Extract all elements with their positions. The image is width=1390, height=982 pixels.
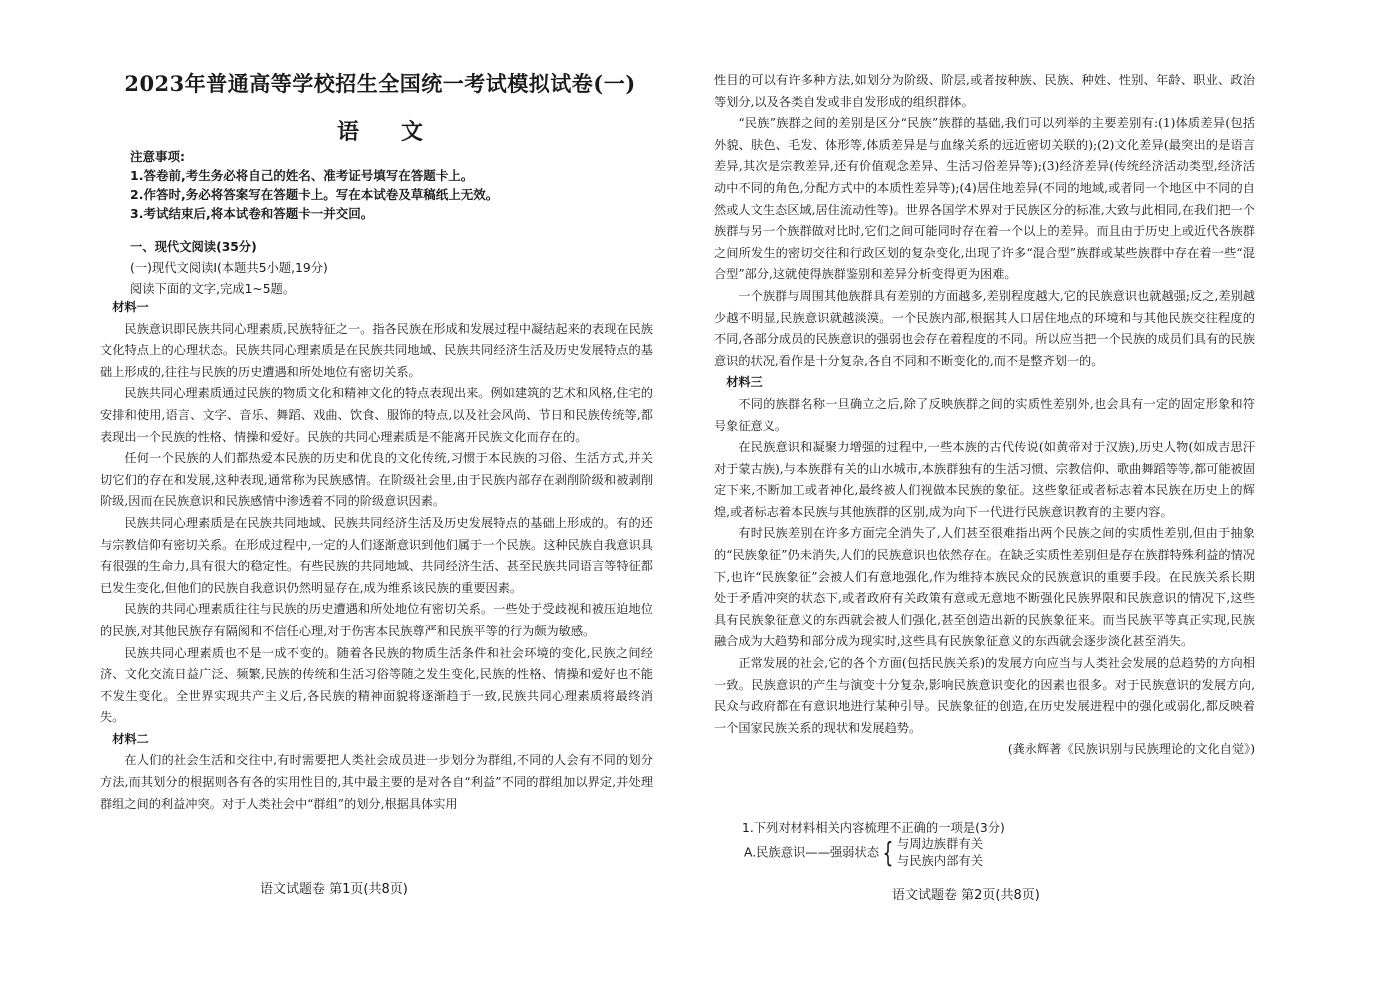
paragraph: 民族共同心理素质也不是一成不变的。随着各民族的物质生活条件和社会环境的变化,民族之间经济、文化交流日益广泛、频繁,民族的传统和生活习俗等随之发生变化,民族的性格、情操和爱好也不能不发生变化。全世界实现共产主义后,各民族的精神面貌将逐渐趋于一致,民族共同心理素质将最终消失。 bbox=[100, 645, 653, 725]
material-1-body bbox=[100, 297, 653, 815]
paragraph: “民族”族群之间的差别是区分“民族”族群的基础,我们可以列举的主要差别有:(1)体质差异(包括外貌、肤色、毛发、体形等,体质差异是与血缘关系的远近密切关联的);(2)文化差异(最突出的是语言差异,其次是宗教差异,还有价值观念差异、生活习俗差异等);(3)经济差异(传统经济活动类型,经济活动中不同的角色,分配方式中的本质性差异等);(4)居住地差异(不同的地域,或者同一个地区中不同的自然或人文生态区域,居住流动性等)。世界各国学术界对于民族区分的标准,大致与此相同,在我们把一个族群与另一个族群做对比时,它们之间可能同时存在着一个以上的差异。而且由于历史上或近代各族群之间所发生的密切交往和行政区划的复杂变化,出现了许多“混合型”族群或某些族群中存在着一些“混合型”部分,这就使得族群鉴别和差异分析变得更为困难。 bbox=[714, 116, 1255, 282]
paragraph: 民族意识即民族共同心理素质,民族特征之一。指各民族在形成和发展过程中凝结起来的表现在民族文化特点上的心理状态。民族共同心理素质是在民族共同地域、民族共同经济生活及历史发展特点的基础上形成的,往往与民族的历史遭遇和所处地位有密切关系。 bbox=[100, 321, 653, 379]
notes-item: 3.考试结束后,将本试卷和答题卡一并交回。 bbox=[130, 206, 374, 221]
page-footer: 语文试题卷 第1页(共8页) bbox=[260, 882, 408, 897]
paragraph: 一个族群与周围其他族群具有差别的方面越多,差别程度越大,它的民族意识也就越强;反之,差别越少越不明显,民族意识就越淡漠。一个民族内部,根据其人口居住地点的环境和与其他民族交往程度的不同,各部分成员的民族意识的强弱也会存在着程度的不同。所以应当把一个民族的成员们具有的民族意识的状况,看作是十分复杂,各自不同和不断变化的,而不是整齐划一的。 bbox=[714, 288, 1255, 368]
paragraph: 在人们的社会生活和交往中,有时需要把人类社会成员进一步划分为群组,不同的人会有不同的划分方法,而其划分的根据则各有各的实用性目的,其中最主要的是对各自“利益”不同的群组加以界定,并处理群组之间的利益冲突。对于人类社会中“群组”的划分,根据具体实用 bbox=[100, 753, 653, 811]
exam-notes bbox=[130, 147, 650, 223]
material-2-heading: 材料二 bbox=[112, 731, 149, 746]
notes-item: 1.答卷前,考生务必将自己的姓名、准考证号填写在答题卡上。 bbox=[130, 168, 474, 183]
paragraph: 不同的族群名称一旦确立之后,除了反映族群之间的实质性差别外,也会具有一定的固定形象和符号象征意义。 bbox=[714, 396, 1255, 433]
source-citation: (龚永辉著《民族识别与民族理论的文化自觉》) bbox=[1007, 742, 1255, 757]
material-1-heading: 材料一 bbox=[112, 300, 149, 314]
material-3-heading: 材料三 bbox=[726, 375, 763, 390]
material-2-continued bbox=[714, 70, 1255, 761]
paragraph: 有时民族差别在许多方面完全消失了,人们甚至很难指出两个民族之间的实质性差别,但由于抽象的“民族象征”仍未消失,人们的民族意识也依然存在。在缺乏实质性差别但是存在族群特殊利益的情况下,也许“民族象征”会被人们有意地强化,作为维持本族民众的民族意识的重要手段。在民族关系长期处于矛盾冲突的状态下,或者政府有关政策有意或无意地不断强化民族界限和民族意识的情况下,这些具有民族象征意义的东西就会被人们强化,甚至创造出新的民族象征来。而当民族平等真正实现,民族融合成为大趋势和部分成为现实时,这些具有民族象征意义的东西就会逐步淡化甚至消失。 bbox=[714, 526, 1255, 649]
question-1-stem: 1.下列对材料相关内容梳理不正确的一项是(3分) bbox=[742, 821, 1005, 835]
question-1-option-a bbox=[744, 836, 983, 870]
section-heading: 一、现代文阅读(35分) bbox=[130, 240, 257, 254]
paragraph: 性目的可以有许多种方法,如划分为阶级、阶层,或者按种族、民族、种姓、性别、年龄、职业、政治等划分,以及各类自发或非自发形成的组织群体。 bbox=[714, 73, 1255, 109]
paragraph: 任何一个民族的人们都热爱本民族的历史和优良的文化传统,习惯于本民族的习俗、生活方式,并关切它们的存在和发展,这种表现,通常称为民族感情。在阶级社会里,由于民族内部存在剥削阶级和被剥削阶级,因而在民族意识和民族感情中渗透着不同的阶级意识因素。 bbox=[100, 451, 653, 509]
notes-heading: 注意事项: bbox=[130, 149, 185, 164]
option-a-items bbox=[897, 836, 983, 870]
subject-title: 语文 bbox=[336, 119, 465, 145]
brace-icon: { bbox=[882, 836, 894, 869]
exam-title: 2023年普通高等学校招生全国统一考试模拟试卷(一) bbox=[124, 71, 636, 96]
subsection-heading: (一)现代文阅读Ⅰ(本题共5小题,19分) bbox=[130, 261, 328, 275]
option-a-item: 与周边族群有关 bbox=[896, 837, 983, 851]
paragraph: 在民族意识和凝聚力增强的过程中,一些本族的古代传说(如黄帝对于汉族),历史人物(如成吉思汗对于蒙古族),与本族群有关的山水城市,本族群独有的生活习惯、宗教信仰、歌曲舞蹈等等,都可能被固定下来,不断加工或者神化,最终被人们视做本民族的象征。这些象征或者标志着本民族在历史上的辉煌,或者标志着本民族与其他族群的区别,成为向下一代进行民族意识教育的主要内容。 bbox=[714, 440, 1255, 519]
notes-item: 2.作答时,务必将答案写在答题卡上。写在本试卷及草稿纸上无效。 bbox=[130, 187, 499, 202]
reading-instruction: 阅读下面的文字,完成1~5题。 bbox=[130, 282, 296, 296]
paragraph: 民族的共同心理素质往往与民族的历史遭遇和所处地位有密切关系。一些处于受歧视和被压迫地位的民族,对其他民族存有隔阂和不信任心理,对于伤害本民族尊严和民族平等的行为颇为敏感。 bbox=[100, 602, 653, 638]
option-a-item: 与民族内部有关 bbox=[896, 854, 983, 868]
page-footer: 语文试题卷 第2页(共8页) bbox=[892, 888, 1040, 903]
paragraph: 民族共同心理素质通过民族的物质文化和精神文化的特点表现出来。例如建筑的艺术和风格,住宅的安排和使用,语言、文字、音乐、舞蹈、戏曲、饮食、服饰的特点,以及社会风尚、节日和民族传统等,都表现出一个民族的性格、情操和爱好。民族的共同心理素质是不能离开民族文化而存在的。 bbox=[100, 386, 653, 444]
option-a-label: A.民族意识——强弱状态 bbox=[744, 845, 880, 860]
paragraph: 正常发展的社会,它的各个方面(包括民族关系)的发展方向应当与人类社会发展的总趋势的方向相一致。民族意识的产生与演变十分复杂,影响民族意识变化的因素也很多。对于民族意识的发展方向,民众与政府都在有意识地进行某种引导。民族象征的创造,在历史发展进程中的强化或弱化,都反映着一个国家民族关系的现状和发展趋势。 bbox=[714, 656, 1255, 735]
paragraph: 民族共同心理素质是在民族共同地域、民族共同经济生活及历史发展特点的基础上形成的。有的还与宗教信仰有密切关系。在形成过程中,一定的人们逐渐意识到他们属于一个民族。这种民族自我意识具有很强的生命力,具有很大的稳定性。有些民族的共同地域、共同经济生活、甚至民族共同语言等特征都已发生变化,但他们的民族自我意识仍然明显存在,成为维系该民族的重要因素。 bbox=[100, 515, 653, 595]
